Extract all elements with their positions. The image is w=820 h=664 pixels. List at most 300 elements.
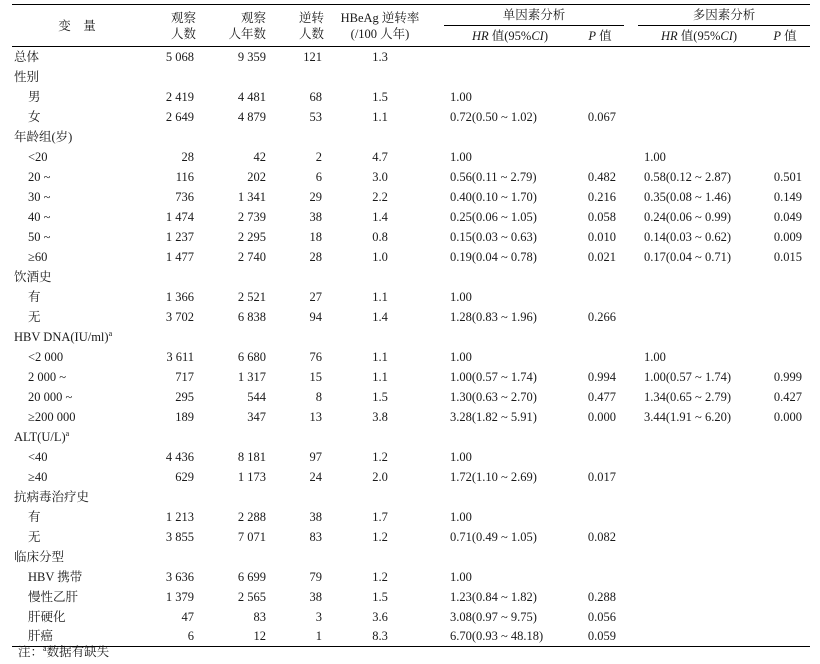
multivariate-hr-cell [638,507,760,527]
multivariate-p-cell [760,427,810,447]
person-years-cell: 544 [247,389,266,404]
reversal-count-cell: 3 [315,609,322,624]
person-years-cell: 8 181 [237,449,266,464]
multivariate-p-cell: 0.149 [773,189,803,204]
multivariate-hr-cell: 0.58(0.12 ~ 2.87) [644,169,731,184]
observed-persons-cell: 28 [181,149,194,164]
univariate-hr-cell: 0.72(0.50 ~ 1.02) [450,109,537,124]
reversal-count-cell: 68 [309,89,322,104]
missing-data-marker: a [108,328,113,338]
reversal-rate-cell: 8.3 [328,627,432,647]
person-years-cell: 7 071 [237,529,266,544]
multivariate-hr-cell [638,307,760,327]
multi-p-suffix: 值 [781,29,797,43]
table-row [12,527,810,547]
reversal-rate-cell: 1.2 [372,529,388,544]
uni-hr-label: HR [471,29,489,43]
multivariate-hr-cell: 1.00(0.57 ~ 1.74) [644,369,731,384]
univariate-p-cell [576,347,624,367]
observed-persons-cell: 629 [175,469,194,484]
person-years-cell [200,427,272,447]
univariate-hr-cell [444,47,576,67]
multivariate-p-cell [760,587,810,607]
multivariate-p-cell: 0.009 [773,229,803,244]
table-row [12,187,810,207]
multi-p-label: P [773,29,782,43]
multivariate-hr-cell [638,327,760,347]
reversal-count-cell: 121 [303,49,322,64]
table-row [12,407,810,427]
rev-l1: 逆转 [298,10,324,25]
variable-label: <20 [28,149,48,164]
univariate-hr-cell: 1.23(0.84 ~ 1.82) [450,589,537,604]
table-row [12,207,810,227]
multivariate-hr-cell [638,567,760,587]
reversal-rate-cell: 3.6 [372,609,388,624]
reversal-rate-cell: 1.5 [372,389,388,404]
table-footnote [18,642,109,660]
reversal-count-cell [272,267,328,287]
rate-l1: HBeAg 逆转率 [340,10,420,25]
univariate-hr-cell: 0.19(0.04 ~ 0.78) [450,249,537,264]
hbeag-table [12,4,810,647]
table-row [12,347,810,367]
observed-persons-cell: 189 [175,409,194,424]
obs-py-l2: 人年数 [228,26,266,41]
variable-label: 有 [28,289,41,304]
variable-label-cell [12,207,142,227]
reversal-count-cell: 28 [309,249,322,264]
observed-persons-cell [142,427,200,447]
table-row [12,447,810,467]
observed-persons-cell: 3 636 [165,569,194,584]
table-row [12,427,810,447]
uni-p-suffix: 值 [596,29,612,43]
reversal-rate-cell [328,267,432,287]
reversal-rate-cell: 1.2 [372,569,388,584]
univariate-hr-cell: 1.28(0.83 ~ 1.96) [450,309,537,324]
multivariate-p-cell [760,147,810,167]
rate-l2: (/100 人年) [350,26,410,41]
table-row [12,47,810,67]
univariate-hr-cell: 1.00 [450,149,472,164]
univariate-hr-cell [444,327,576,347]
reversal-rate-cell [328,547,432,567]
univariate-hr-cell: 0.15(0.03 ~ 0.63) [450,229,537,244]
header-reversal-persons-cell [272,5,328,47]
reversal-count-cell: 13 [309,409,322,424]
reversal-rate-cell: 3.0 [372,169,388,184]
univariate-hr-cell [444,127,576,147]
person-years-cell: 2 565 [237,589,266,604]
header-observed-persons-cell [142,5,200,47]
person-years-cell: 12 [200,627,272,647]
observed-persons-cell: 1 237 [165,229,194,244]
reversal-rate-cell: 1.2 [372,449,388,464]
reversal-count-cell: 76 [309,349,322,364]
reversal-count-cell: 18 [309,229,322,244]
multivariate-hr-cell: 1.00 [644,149,666,164]
variable-label-cell [12,567,142,587]
header-uni-hr [444,26,576,47]
reversal-rate-cell [328,487,432,507]
univariate-p-cell [576,547,624,567]
univariate-hr-cell: 0.25(0.06 ~ 1.05) [450,209,537,224]
variable-label: 肝癌 [28,629,54,644]
multivariate-hr-cell [638,107,760,127]
reversal-count-cell [272,127,328,147]
multivariate-p-cell [760,287,810,307]
multi-hr-close: ) [732,29,738,43]
footnote-marker: a [43,643,47,653]
univariate-p-cell [576,47,624,67]
multivariate-hr-cell [638,447,760,467]
rev-l2: 人数 [298,26,324,41]
observed-persons-cell: 295 [175,389,194,404]
variable-label-cell [12,487,142,507]
univariate-hr-cell: 1.30(0.63 ~ 2.70) [450,389,537,404]
multivariate-hr-cell [638,467,760,487]
table-row [12,267,810,287]
variable-label: 20 ~ [28,169,51,184]
multivariate-p-cell [760,87,810,107]
observed-persons-cell: 717 [175,369,194,384]
table-row [12,227,810,247]
table-row [12,567,810,587]
multivariate-hr-cell [638,267,760,287]
multivariate-hr-cell [638,607,760,627]
obs-persons-l1: 观察 [170,10,196,25]
person-years-cell: 42 [253,149,266,164]
variable-label-cell [12,227,142,247]
person-years-cell: 1 341 [237,189,266,204]
multivariate-hr-cell: 1.00 [644,349,666,364]
table-row [12,507,810,527]
variable-label-cell [12,587,142,607]
observed-persons-cell: 1 379 [165,589,194,604]
variable-label: ≥200 000 [28,409,76,424]
person-years-cell: 347 [247,409,266,424]
missing-data-marker: a [65,428,70,438]
observed-persons-cell [142,127,200,147]
univariate-hr-cell: 1.00 [450,289,472,304]
person-years-cell: 4 481 [237,89,266,104]
multivariate-hr-cell [638,627,760,647]
variable-label-cell [12,547,142,567]
reversal-rate-cell [328,427,432,447]
variable-label-cell [12,187,142,207]
multivariate-p-cell [760,47,810,67]
variable-label-cell [12,287,142,307]
reversal-rate-cell: 3.8 [372,409,388,424]
univariate-p-cell [576,507,624,527]
reversal-rate-cell: 1.7 [372,509,388,524]
variable-label: 抗病毒治疗史 [14,489,90,504]
observed-persons-cell [142,67,200,87]
obs-persons-l2: 人数 [170,26,196,41]
reversal-rate-cell: 1.1 [372,349,388,364]
variable-label-cell [12,267,142,287]
reversal-count-cell [272,427,328,447]
multivariate-hr-cell [638,487,760,507]
univariate-p-cell: 0.058 [587,209,617,224]
univariate-hr-cell [444,547,576,567]
observed-persons-cell: 5 068 [165,49,194,64]
variable-label-cell [12,467,142,487]
person-years-cell: 1 317 [237,369,266,384]
univariate-p-cell: 0.000 [587,409,617,424]
multivariate-hr-cell [638,427,760,447]
reversal-count-cell [272,327,328,347]
person-years-cell [200,267,272,287]
variable-label: 无 [28,529,41,544]
header-uni-p [576,26,624,47]
person-years-cell [200,487,272,507]
univariate-p-cell: 0.477 [587,389,617,404]
variable-label: 男 [28,89,41,104]
univariate-hr-cell: 3.08(0.97 ~ 9.75) [450,609,537,624]
multivariate-p-cell [760,127,810,147]
reversal-count-cell [272,487,328,507]
univariate-hr-cell [444,67,576,87]
variable-label: ALT(U/L) [14,429,66,444]
observed-persons-cell: 3 702 [165,309,194,324]
table-row [12,67,810,87]
reversal-rate-cell: 1.1 [372,289,388,304]
variable-label-cell [12,247,142,267]
multivariate-hr-cell [638,47,760,67]
multivariate-p-cell: 0.049 [773,209,803,224]
person-years-cell [200,67,272,87]
reversal-rate-cell: 1.5 [372,89,388,104]
person-years-cell: 2 740 [237,249,266,264]
table-body [12,47,810,647]
reversal-rate-cell: 1.1 [372,369,388,384]
variable-label-cell [12,307,142,327]
uni-hr-close: ) [543,29,549,43]
reversal-rate-cell: 1.3 [372,49,388,64]
variable-label: 女 [28,109,41,124]
univariate-hr-cell: 0.56(0.11 ~ 2.79) [450,169,537,184]
multivariate-p-cell [760,627,810,647]
multivariate-hr-cell [638,587,760,607]
multivariate-p-cell [760,507,810,527]
variable-label: 无 [28,309,41,324]
reversal-count-cell: 29 [309,189,322,204]
variable-label-cell [12,387,142,407]
univariate-p-cell [576,67,624,87]
multivariate-p-cell: 0.999 [773,369,803,384]
univariate-p-cell [576,127,624,147]
table-row [12,367,810,387]
multivariate-p-cell: 0.015 [773,249,803,264]
multi-ci-label: CI [720,29,733,43]
person-years-cell [200,327,272,347]
observed-persons-cell: 3 855 [165,529,194,544]
univariate-hr-cell: 1.00(0.57 ~ 1.74) [450,369,537,384]
multivariate-hr-cell: 0.35(0.08 ~ 1.46) [644,189,731,204]
table-row [12,487,810,507]
univariate-p-cell: 0.017 [587,469,617,484]
multivariate-p-cell [760,487,810,507]
variable-label-cell [12,147,142,167]
univariate-hr-cell: 1.00 [450,509,472,524]
univariate-hr-cell: 1.00 [450,349,472,364]
person-years-cell: 9 359 [237,49,266,64]
univariate-p-cell [576,447,624,467]
reversal-rate-cell: 1.5 [372,589,388,604]
reversal-rate-cell: 1.0 [372,249,388,264]
multivariate-p-cell [760,307,810,327]
person-years-cell: 202 [247,169,266,184]
variable-label: 40 ~ [28,209,51,224]
variable-label: 慢性乙肝 [28,589,79,604]
variable-label-cell [12,167,142,187]
table-row [12,167,810,187]
person-years-cell: 2 521 [237,289,266,304]
reversal-rate-cell [328,327,432,347]
variable-label: 20 000 ~ [28,389,73,404]
univariate-hr-cell: 1.00 [450,569,472,584]
reversal-rate-cell: 2.2 [372,189,388,204]
multivariate-p-cell [760,267,810,287]
observed-persons-cell [142,547,200,567]
multivariate-hr-cell [638,527,760,547]
multi-hr-label: HR [660,29,678,43]
footnote-text: 数据有缺失 [46,645,110,659]
reversal-count-cell [272,547,328,567]
univariate-p-cell [576,487,624,507]
univariate-p-cell: 0.216 [587,189,617,204]
univariate-p-cell [576,287,624,307]
variable-label: 有 [28,509,41,524]
multivariate-p-cell: 0.501 [773,169,803,184]
observed-persons-cell: 6 [142,627,200,647]
multivariate-hr-cell [638,547,760,567]
variable-label-cell [12,427,142,447]
reversal-count-cell: 38 [309,509,322,524]
person-years-cell: 2 295 [237,229,266,244]
reversal-count-cell: 24 [309,469,322,484]
variable-label-cell [12,527,142,547]
observed-persons-cell [142,327,200,347]
variable-label: <40 [28,449,48,464]
observed-persons-cell: 4 436 [165,449,194,464]
reversal-rate-cell: 4.7 [372,149,388,164]
reversal-count-cell: 94 [309,309,322,324]
reversal-count-cell: 27 [309,289,322,304]
person-years-cell [200,547,272,567]
multivariate-hr-cell: 1.34(0.65 ~ 2.79) [644,389,731,404]
univariate-hr-cell [444,267,576,287]
reversal-count-cell: 8 [315,389,322,404]
reversal-count-cell: 38 [309,589,322,604]
table-row [12,467,810,487]
variable-label: <2 000 [28,349,64,364]
table-row [12,607,810,627]
multivariate-p-cell [760,447,810,467]
variable-label: ≥40 [28,469,48,484]
univariate-hr-cell: 1.00 [450,449,472,464]
variable-label: 2 000 ~ [28,369,67,384]
observed-persons-cell: 736 [175,189,194,204]
univariate-p-cell [576,87,624,107]
multivariate-hr-cell: 3.44(1.91 ~ 6.20) [644,409,731,424]
univariate-hr-cell: 1.72(1.10 ~ 2.69) [450,469,537,484]
univariate-p-cell: 0.994 [587,369,617,384]
variable-label: 年龄组(岁) [14,129,73,144]
reversal-rate-cell: 1.4 [372,209,388,224]
multivariate-p-cell: 0.000 [773,409,803,424]
obs-py-l1: 观察 [240,10,266,25]
person-years-cell: 2 739 [237,209,266,224]
multivariate-hr-cell [638,67,760,87]
univariate-hr-cell [444,427,576,447]
univariate-p-cell: 0.067 [587,109,617,124]
variable-label-cell [12,107,142,127]
person-years-cell: 83 [253,609,266,624]
observed-persons-cell: 2 419 [165,89,194,104]
uni-p-label: P [588,29,596,43]
reversal-count-cell: 1 [272,627,328,647]
multivariate-p-cell [760,347,810,367]
multivariate-hr-cell: 0.24(0.06 ~ 0.99) [644,209,731,224]
person-years-cell: 6 838 [237,309,266,324]
variable-label-cell [12,47,142,67]
reversal-rate-cell: 1.4 [372,309,388,324]
variable-label: 肝硬化 [28,609,66,624]
header-multi-hr [638,26,760,47]
multivariate-p-cell [760,327,810,347]
multivariate-p-cell [760,467,810,487]
header-multivariate-group: 多因素分析 [638,5,810,26]
footnote-prefix: 注： [18,645,44,659]
reversal-count-cell: 15 [309,369,322,384]
header-univariate-group: 单因素分析 [444,5,624,26]
univariate-p-cell [576,327,624,347]
uni-hr-suffix: 值(95% [488,29,532,43]
person-years-cell: 4 879 [237,109,266,124]
reversal-count-cell [272,67,328,87]
variable-label-cell [12,507,142,527]
person-years-cell: 6 699 [237,569,266,584]
reversal-count-cell: 53 [309,109,322,124]
observed-persons-cell: 116 [175,169,194,184]
observed-persons-cell [142,487,200,507]
observed-persons-cell: 1 477 [165,249,194,264]
variable-label: 50 ~ [28,229,51,244]
variable-label: 30 ~ [28,189,51,204]
person-years-cell: 1 173 [237,469,266,484]
multivariate-hr-cell [638,127,760,147]
header-multi-p [760,26,810,47]
variable-label: HBV 携带 [28,569,83,584]
variable-label: ≥60 [28,249,48,264]
reversal-count-cell: 79 [309,569,322,584]
univariate-hr-cell [444,487,576,507]
multivariate-p-cell [760,67,810,87]
variable-label-cell [12,67,142,87]
person-years-cell: 2 288 [237,509,266,524]
univariate-hr-cell: 3.28(1.82 ~ 5.91) [450,409,537,424]
univariate-p-cell: 0.482 [587,169,617,184]
table-row [12,247,810,267]
variable-label: HBV DNA(IU/ml) [14,329,109,344]
header-reversal-rate-cell [328,5,432,47]
univariate-p-cell [576,427,624,447]
observed-persons-cell: 2 649 [165,109,194,124]
multivariate-hr-cell: 0.17(0.04 ~ 0.71) [644,249,731,264]
